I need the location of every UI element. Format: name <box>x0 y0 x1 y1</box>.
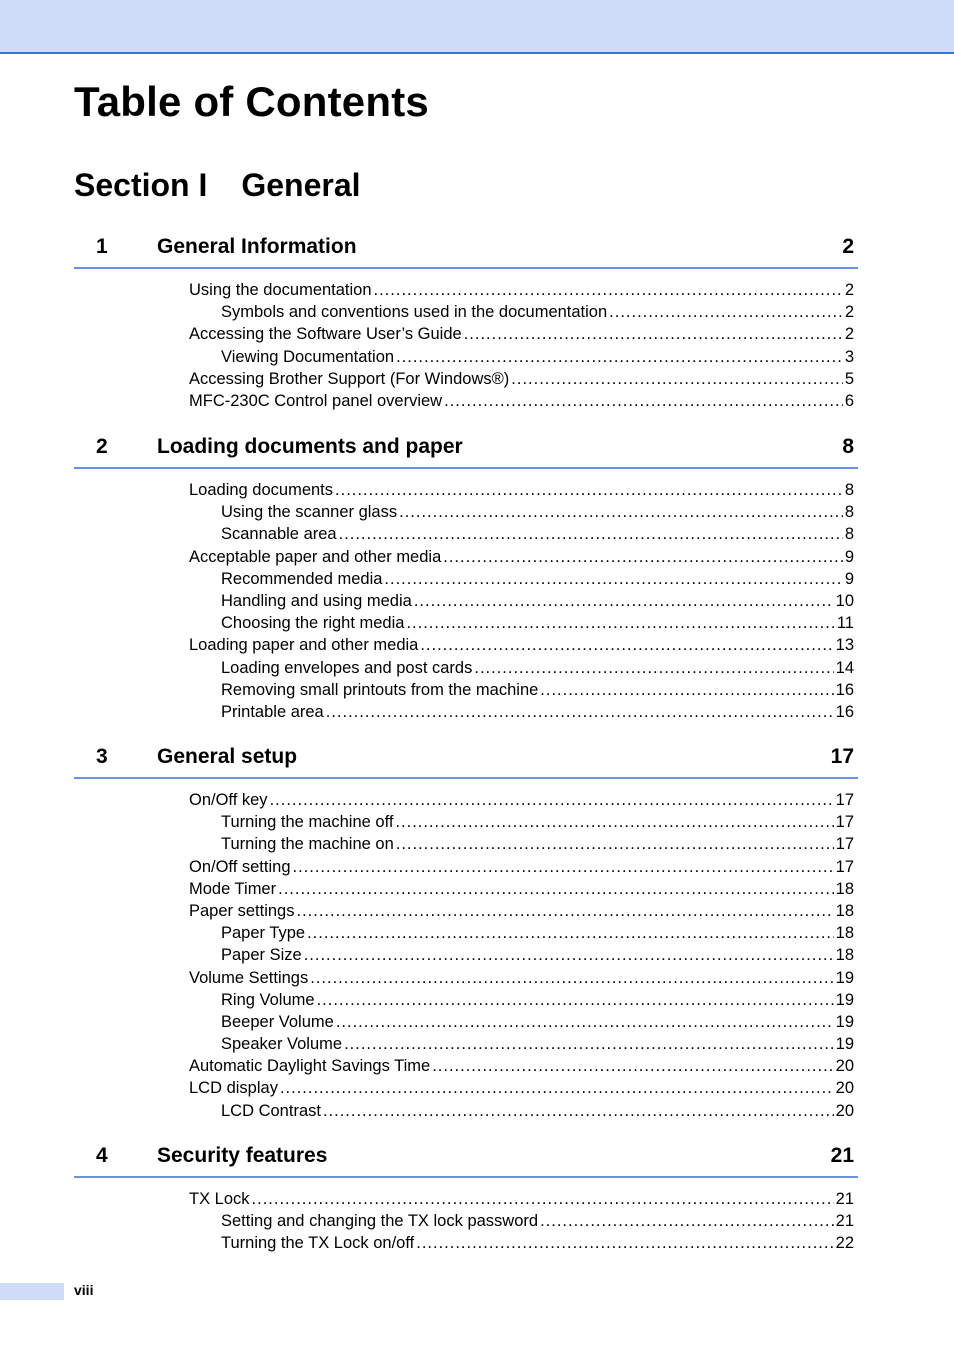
toc-entry-label: Printable area <box>221 702 324 721</box>
dot-leader <box>374 279 843 301</box>
toc-entry-page: 20 <box>835 1101 854 1120</box>
toc-entry[interactable] <box>74 501 858 523</box>
toc-entry[interactable] <box>74 1077 858 1099</box>
toc-entry[interactable] <box>74 323 858 345</box>
toc-entry-page: 5 <box>844 369 854 388</box>
toc-entry-page: 20 <box>835 1057 854 1076</box>
chapter-title: General setup <box>157 745 298 768</box>
toc-entry-label: On/Off key <box>189 791 268 809</box>
dot-leader <box>310 967 833 989</box>
dot-leader <box>464 323 843 345</box>
toc-entry[interactable] <box>74 1188 858 1210</box>
dot-leader <box>406 612 834 634</box>
toc-entry-page: 18 <box>835 924 854 943</box>
chapter-heading[interactable] <box>74 232 858 269</box>
toc-entry-label: Turning the TX Lock on/off <box>221 1234 415 1253</box>
toc-entry-page: 21 <box>835 1190 854 1208</box>
toc-entry-label: On/Off setting <box>189 857 291 876</box>
toc-entry-page: 17 <box>835 791 854 809</box>
toc-entry[interactable] <box>74 789 858 811</box>
toc-entry-label: Automatic Daylight Savings Time <box>189 1057 431 1076</box>
dot-leader <box>399 501 843 523</box>
toc-entry-page: 19 <box>835 1012 854 1031</box>
toc-entry[interactable] <box>74 479 858 501</box>
toc-entry-page: 9 <box>844 569 854 588</box>
toc-entry-label: Accessing Brother Support (For Windows®) <box>189 369 510 388</box>
toc-entry[interactable] <box>74 1055 858 1077</box>
dot-leader <box>414 590 834 612</box>
dot-leader <box>511 368 843 390</box>
toc-entry[interactable] <box>74 878 858 900</box>
toc-entry-page: 18 <box>835 946 854 965</box>
toc-entry-page: 14 <box>835 658 854 677</box>
toc-entry-label: Loading documents <box>189 481 334 499</box>
toc-entry-label: Scannable area <box>221 525 337 544</box>
toc-entry-label: Paper settings <box>189 901 295 920</box>
toc-entry-label: TX Lock <box>189 1190 250 1208</box>
toc-entry[interactable] <box>74 568 858 590</box>
toc-entry-list <box>74 279 858 412</box>
toc-entry[interactable] <box>74 1011 858 1033</box>
chapter-heading[interactable] <box>74 1141 858 1178</box>
section-label: Section I <box>74 167 208 203</box>
toc-entry-page: 8 <box>844 525 854 544</box>
toc-entry-label: Using the documentation <box>189 281 372 299</box>
toc-entry[interactable] <box>74 301 858 323</box>
toc-entry-label: Loading envelopes and post cards <box>221 658 473 677</box>
dot-leader <box>344 1033 834 1055</box>
chapter-title: Security features <box>157 1144 328 1167</box>
dot-leader <box>443 546 843 568</box>
toc-chapter <box>74 742 858 1122</box>
toc-entry-page: 10 <box>835 591 854 610</box>
chapter-number: 1 <box>96 235 108 258</box>
toc-entry-page: 17 <box>835 813 854 832</box>
dot-leader <box>323 1100 834 1122</box>
page-title: Table of Contents <box>74 78 429 125</box>
toc-entry-label: Symbols and conventions used in the documentation <box>221 303 608 322</box>
toc-entry-page: 9 <box>844 547 854 566</box>
dot-leader <box>307 922 834 944</box>
toc-entry-page: 21 <box>835 1212 854 1231</box>
toc-entry-label: LCD display <box>189 1079 278 1098</box>
dot-leader <box>280 1077 834 1099</box>
dot-leader <box>293 856 834 878</box>
toc-entry[interactable] <box>74 612 858 634</box>
dot-leader <box>540 1210 834 1232</box>
toc-entry-label: Turning the machine on <box>221 835 394 854</box>
dot-leader <box>432 1055 833 1077</box>
chapter-number: 4 <box>96 1144 108 1167</box>
section-name: General <box>241 167 361 203</box>
dot-leader <box>252 1188 834 1210</box>
dot-leader <box>270 789 834 811</box>
dot-leader <box>326 701 834 723</box>
toc-entry-page: 11 <box>836 614 854 633</box>
dot-leader <box>304 944 834 966</box>
dot-leader <box>420 634 833 656</box>
toc-entry[interactable] <box>74 523 858 545</box>
toc-entry-label: Handling and using media <box>221 591 412 610</box>
dot-leader <box>396 346 843 368</box>
toc-entry-label: Volume Settings <box>189 968 309 987</box>
chapter-page: 17 <box>830 745 854 768</box>
toc-entry[interactable] <box>74 546 858 568</box>
toc-entry[interactable] <box>74 701 858 723</box>
footer-page-number: viii <box>74 1282 94 1298</box>
chapter-heading[interactable] <box>74 432 858 469</box>
toc-entry-label: Accessing the Software User’s Guide <box>189 325 462 344</box>
toc-entry[interactable] <box>74 279 858 301</box>
toc-entry-list <box>74 789 858 1122</box>
toc-entry[interactable] <box>74 833 858 855</box>
toc-entry-page: 17 <box>835 835 854 854</box>
header-band <box>0 0 954 54</box>
toc-entry-page: 18 <box>835 901 854 920</box>
toc-entry[interactable] <box>74 856 858 878</box>
toc-entry-list <box>74 1188 858 1255</box>
dot-leader <box>336 1011 834 1033</box>
toc-entry-label: Mode Timer <box>189 879 277 898</box>
toc-entry-page: 19 <box>835 1035 854 1054</box>
dot-leader <box>339 523 843 545</box>
toc-entry-label: Recommended media <box>221 569 383 588</box>
toc-entry-page: 2 <box>844 325 854 344</box>
toc-entry-page: 16 <box>835 702 854 721</box>
chapter-heading[interactable] <box>74 742 858 779</box>
dot-leader <box>384 568 842 590</box>
toc-entry-page: 18 <box>835 879 854 898</box>
toc-entry-label: Removing small printouts from the machine <box>221 680 539 699</box>
chapter-number: 2 <box>96 435 108 458</box>
toc-entry-label: Loading paper and other media <box>189 636 419 655</box>
dot-leader <box>540 679 833 701</box>
toc-entry-page: 17 <box>835 857 854 876</box>
toc-entry[interactable] <box>74 390 858 412</box>
toc-entry-label: Setting and changing the TX lock password <box>221 1212 539 1231</box>
toc-chapter <box>74 232 858 412</box>
dot-leader <box>444 390 843 412</box>
toc-entry[interactable] <box>74 1210 858 1232</box>
toc-entry-label: LCD Contrast <box>221 1101 321 1120</box>
toc-chapter <box>74 432 858 723</box>
toc-entry-label: Paper Size <box>221 946 302 965</box>
chapter-page: 2 <box>842 235 854 258</box>
toc-entry[interactable] <box>74 1033 858 1055</box>
footer-tab <box>0 1283 64 1300</box>
dot-leader <box>278 878 834 900</box>
dot-leader <box>396 833 834 855</box>
toc-entry[interactable] <box>74 657 858 679</box>
section-title <box>74 167 361 204</box>
toc-entry-page: 19 <box>835 990 854 1009</box>
toc-entry-page: 8 <box>844 481 854 499</box>
toc-entry[interactable] <box>74 989 858 1011</box>
toc-entry[interactable] <box>74 944 858 966</box>
toc-entry-page: 2 <box>844 303 854 322</box>
dot-leader <box>609 301 843 323</box>
toc-entry-page: 2 <box>844 281 854 299</box>
toc-entry[interactable] <box>74 368 858 390</box>
toc-entry-page: 22 <box>835 1234 854 1253</box>
toc-entry-label: Acceptable paper and other media <box>189 547 442 566</box>
chapter-title: General Information <box>157 235 357 258</box>
toc-entry[interactable] <box>74 1100 858 1122</box>
toc-entry-label: Turning the machine off <box>221 813 394 832</box>
toc-entry-page: 20 <box>835 1079 854 1098</box>
toc-entry-page: 13 <box>835 636 854 655</box>
toc-entry-page: 19 <box>835 968 854 987</box>
chapter-page: 21 <box>830 1144 854 1167</box>
toc-entry-label: Ring Volume <box>221 990 315 1009</box>
toc-entry-page: 8 <box>844 503 854 522</box>
dot-leader <box>335 479 843 501</box>
toc-entry[interactable] <box>74 590 858 612</box>
toc-entry[interactable] <box>74 811 858 833</box>
toc-entry-label: Paper Type <box>221 924 306 943</box>
chapter-number: 3 <box>96 745 108 768</box>
toc-entry-list <box>74 479 858 723</box>
toc-entry-page: 6 <box>844 391 854 410</box>
toc-entry-label: Viewing Documentation <box>221 347 395 366</box>
toc-entry-label: Speaker Volume <box>221 1035 343 1054</box>
chapter-page: 8 <box>842 435 854 458</box>
dot-leader <box>317 989 834 1011</box>
toc-entry-page: 16 <box>835 680 854 699</box>
toc-entry[interactable] <box>74 900 858 922</box>
toc-entry[interactable] <box>74 922 858 944</box>
toc-chapter <box>74 1141 858 1255</box>
dot-leader <box>395 811 833 833</box>
toc-entry-label: Choosing the right media <box>221 614 405 633</box>
toc-entry-label: Using the scanner glass <box>221 503 398 522</box>
toc-entry[interactable] <box>74 967 858 989</box>
toc-entry-page: 3 <box>844 347 854 366</box>
toc-entry-label: MFC-230C Control panel overview <box>189 391 443 410</box>
toc-entry-label: Beeper Volume <box>221 1012 334 1031</box>
dot-leader <box>296 900 833 922</box>
toc-entry[interactable] <box>74 1232 858 1254</box>
toc-entry[interactable] <box>74 346 858 368</box>
dot-leader <box>416 1232 833 1254</box>
toc-entry[interactable] <box>74 634 858 656</box>
toc-entry[interactable] <box>74 679 858 701</box>
dot-leader <box>474 657 833 679</box>
chapter-title: Loading documents and paper <box>157 435 463 458</box>
